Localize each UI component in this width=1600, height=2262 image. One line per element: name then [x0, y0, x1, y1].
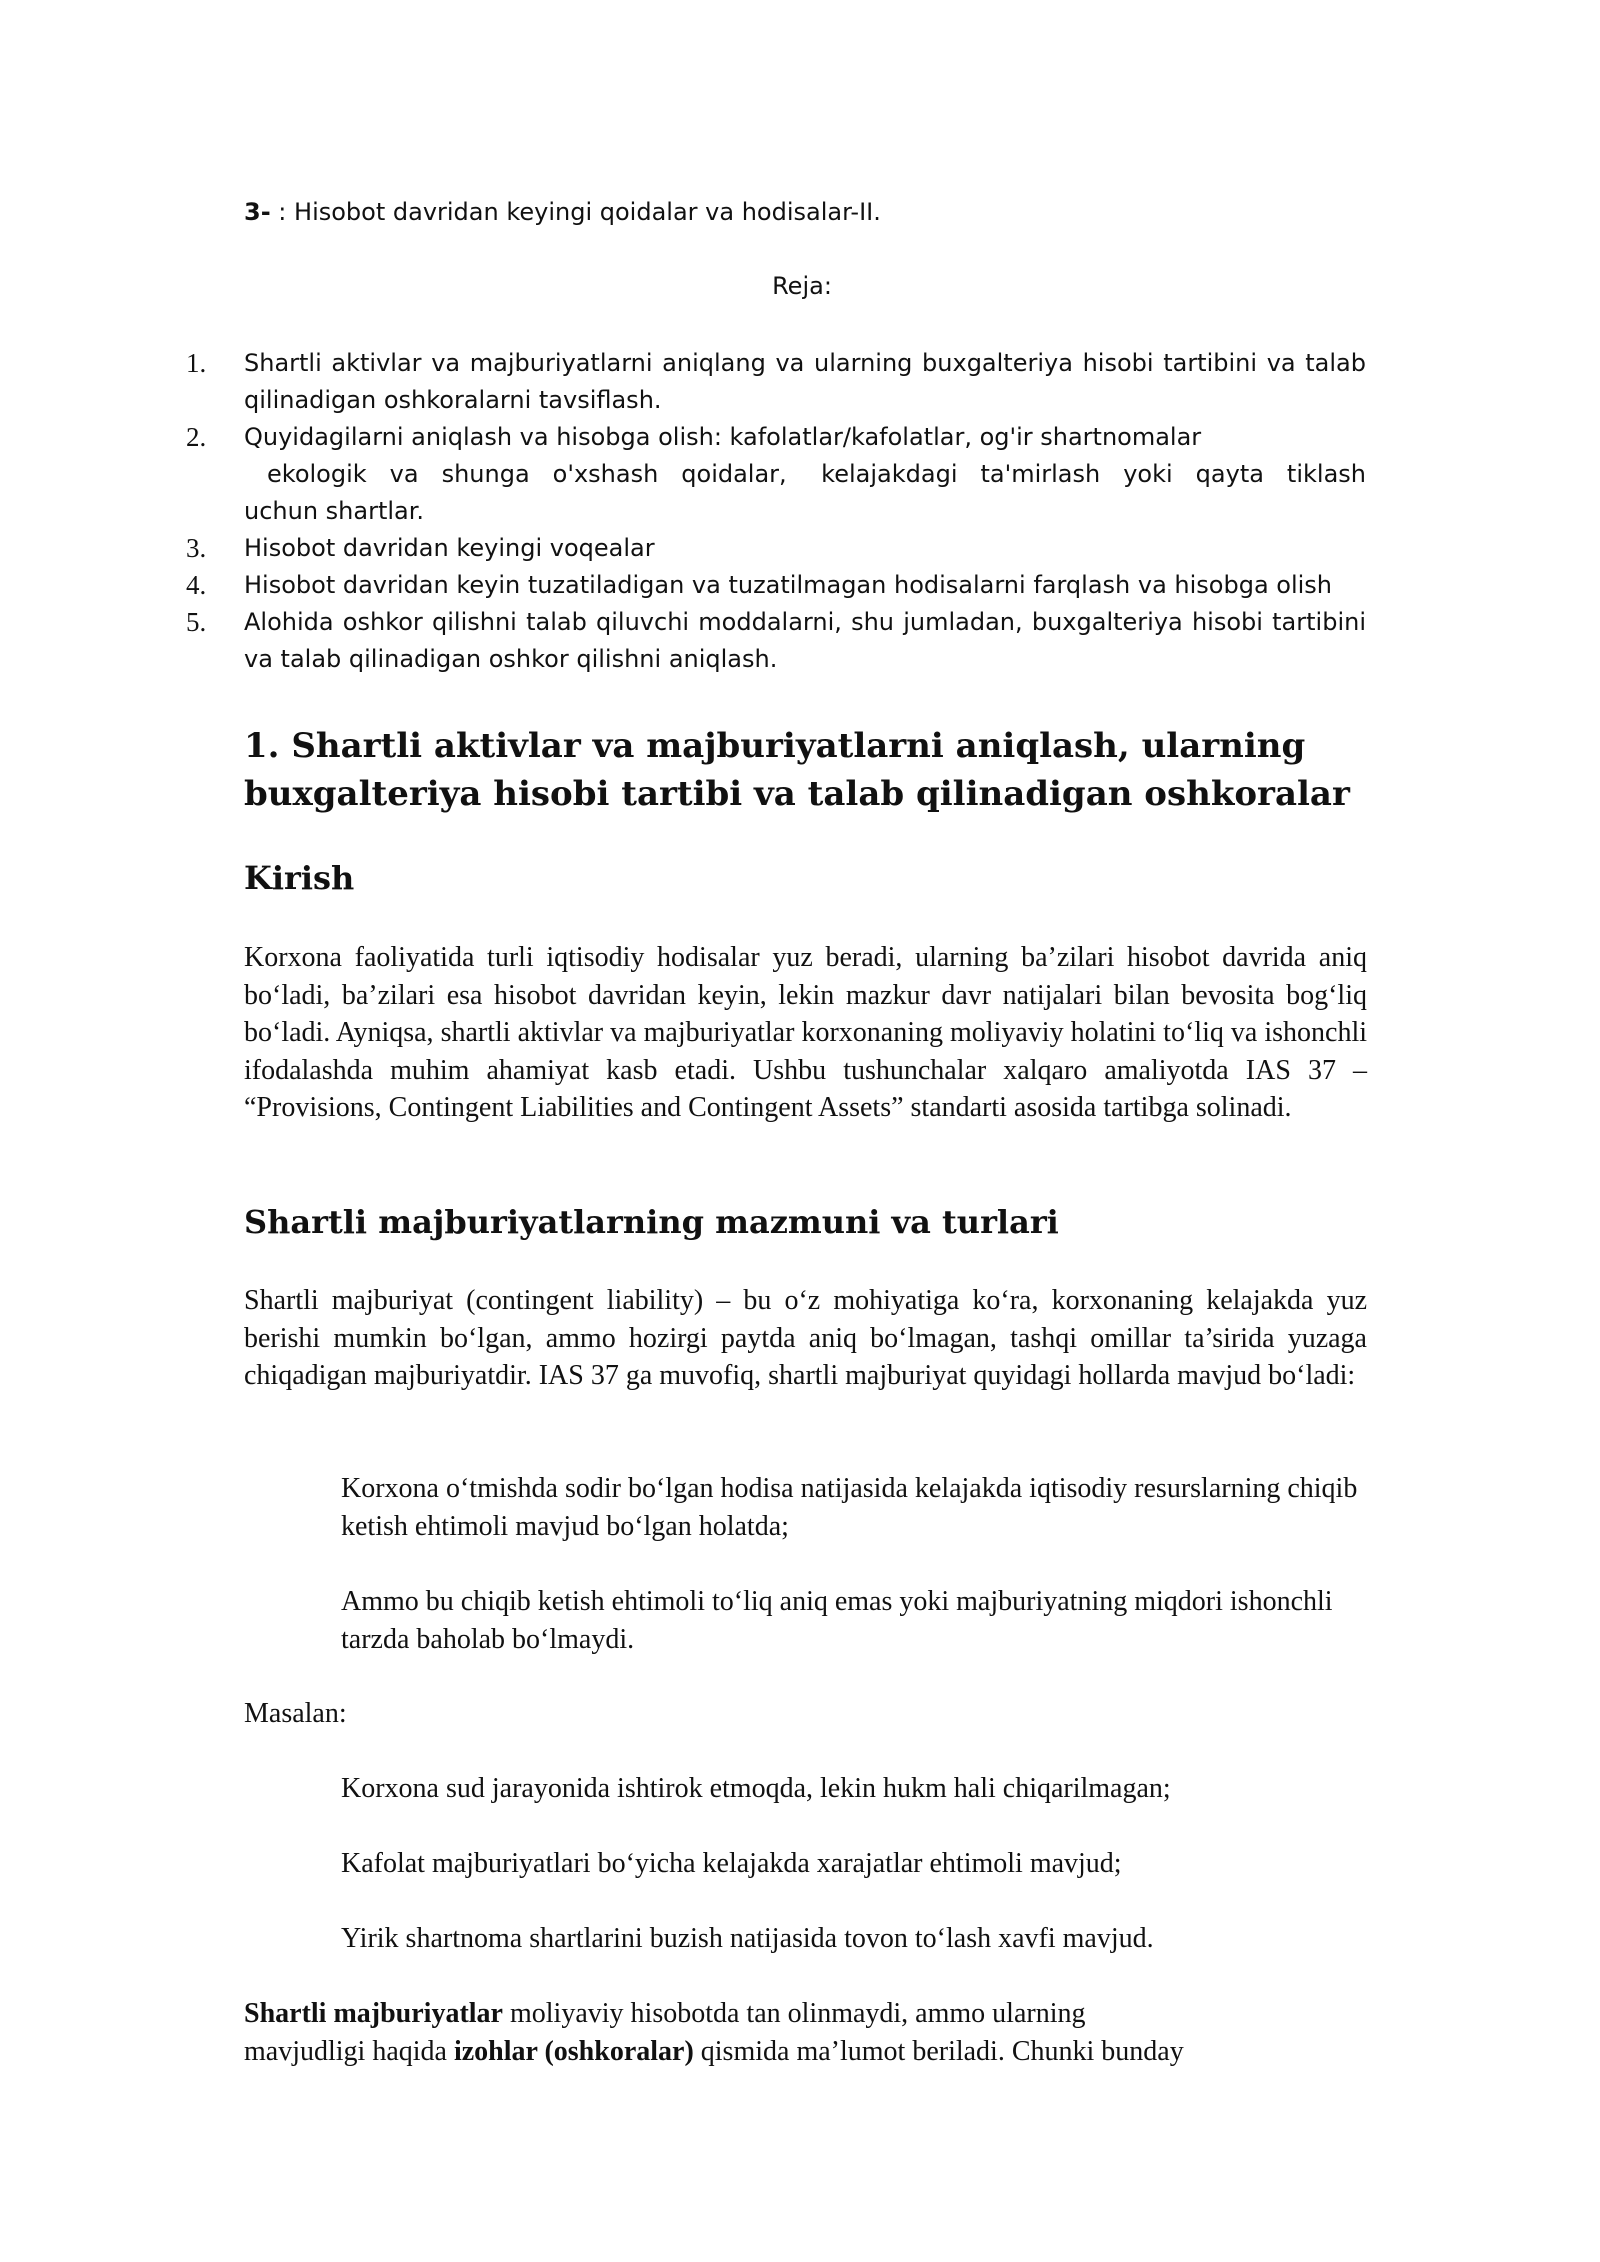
subsection-heading: Shartli majburiyatlarning mazmuni va turlari: [244, 1203, 1059, 1241]
plan-item-text: Hisobot davridan keyin tuzatiladigan va tuzatilmagan hodisalarni farqlash va hisobga olish: [244, 571, 1333, 599]
plan-item-text-continued: ekologik va shunga o'xshash qoidalar, kelajakdagi ta'mirlash yoki qayta tiklash uchun shartlar.: [244, 460, 1382, 525]
definition-paragraph: Shartli majburiyat (contingent liability) – bu o‘z mohiyatiga ko‘ra, korxonaning kelajakda yuz berishi mumkin bo‘lgan, ammo hozirgi paytda aniq bo‘lmagan, tashqi omillar ta’sirida yuzaga chiqadigan majburiyatdir. IAS 37 ga muvofiq, shartli majburiyat quyidagi hollarda mavjud bo‘ladi:: [244, 1285, 1367, 1391]
condition-item: Korxona o‘tmishda sodir bo‘lgan hodisa natijasida kelajakda iqtisodiy resurslarning chiqib ketish ehtimoli mavjud bo‘lgan holatda;: [341, 1473, 1358, 1542]
plan-list: [186, 345, 1382, 678]
closing-text: mavjudligi haqida: [244, 2035, 454, 2067]
plan-item-number: 1.: [186, 348, 207, 378]
plan-item-number: 5.: [186, 607, 207, 637]
example-item: Yirik shartnoma shartlarini buzish natijasida tovon to‘lash xavfi mavjud.: [341, 1923, 1154, 1954]
closing-bold-term: izohlar (oshkoralar): [453, 2035, 694, 2067]
intro-heading: Kirish: [244, 859, 355, 897]
plan-item-text: Hisobot davridan keyingi voqealar: [244, 534, 655, 562]
closing-bold-term: Shartli majburiyatlar: [244, 1998, 503, 2029]
plan-item-text: Quyidagilarni aniqlash va hisobga olish: kafolatlar/kafolatlar, og'ir shartnomalar: [244, 423, 1202, 451]
plan-item-text: Alohida oshkor qilishni talab qiluvchi moddalarni, shu jumladan, buxgalteriya hisobi tartibini va talab qilinadigan oshkor qilishni aniqlash.: [244, 608, 1366, 673]
condition-item: Ammo bu chiqib ketish ehtimoli to‘liq aniq emas yoki majburiyatning miqdori ishonchli tarzda baholab bo‘lmaydi.: [341, 1586, 1333, 1655]
closing-text: moliyaviy hisobotda tan olinmaydi, ammo ularning: [503, 1998, 1086, 2029]
topic-number: 3-: [244, 198, 271, 226]
example-item: Kafolat majburiyatlari bo‘yicha kelajakda xarajatlar ehtimoli mavjud;: [341, 1848, 1122, 1879]
closing-text: qismida ma’lumot beriladi. Chunki bunday: [693, 2035, 1184, 2067]
example-item: Korxona sud jarayonida ishtirok etmoqda, lekin hukm hali chiqarilmagan;: [341, 1773, 1171, 1804]
document-title: [244, 198, 881, 226]
plan-label: Reja:: [772, 272, 832, 300]
plan-item-number: 2.: [186, 422, 207, 452]
plan-item: [186, 419, 1382, 530]
section-heading: 1. Shartli aktivlar va majburiyatlarni aniqlash, ularning buxgalteriya hisobi tartibi va talab qilinadigan oshkoralar: [244, 726, 1350, 814]
closing-paragraph: [244, 1995, 1367, 2070]
plan-item-number: 4.: [186, 570, 207, 600]
example-label: Masalan:: [244, 1698, 347, 1729]
plan-item: [186, 530, 1366, 567]
plan-item: [186, 345, 1366, 419]
plan-item: [186, 567, 1366, 604]
plan-item-number: 3.: [186, 533, 207, 563]
plan-item: [186, 604, 1366, 678]
intro-paragraph: Korxona faoliyatida turli iqtisodiy hodisalar yuz beradi, ularning ba’zilari hisobot davrida aniq bo‘ladi, ba’zilari esa hisobot davridan keyin, lekin mazkur davr natijalari bilan bevosita bog‘liq bo‘ladi. Ayniqsa, shartli aktivlar va majburiyatlar korxonaning moliyaviy holatini to‘liq va ishonchli ifodalashda muhim ahamiyat kasb etadi. Ushbu tushunchalar xalqaro amaliyotda IAS 37 – “Provisions, Contingent Liabilities and Contingent Assets” standarti asosida tartibga solinadi.: [244, 942, 1367, 1123]
plan-item-text: Shartli aktivlar va majburiyatlarni aniqlang va ularning buxgalteriya hisobi tartibini va talab qilinadigan oshkoralarni tavsiflash.: [244, 349, 1366, 414]
topic-title: : Hisobot davridan keyingi qoidalar va hodisalar-II.: [270, 198, 881, 226]
